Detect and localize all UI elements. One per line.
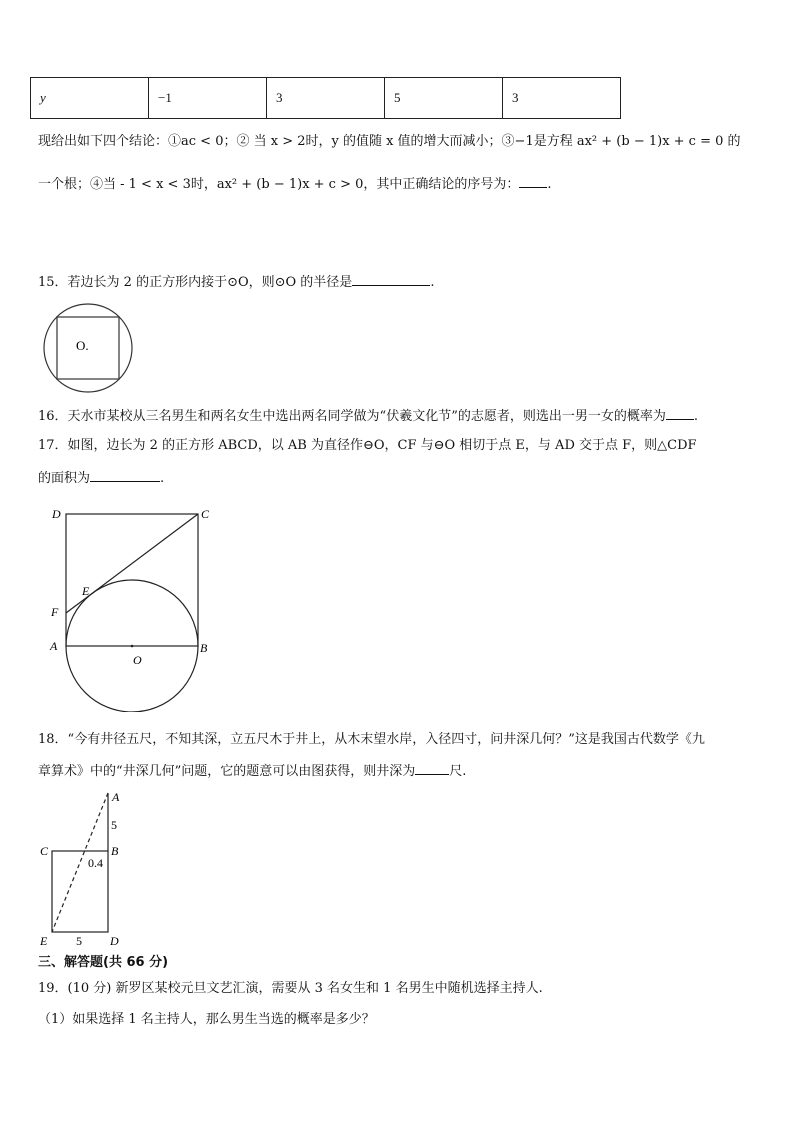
- q15-question: 15．若边长为 2 的正方形内接于⊙O，则⊙O 的半径是: [38, 275, 353, 290]
- q14-line1: 现给出如下四个结论：①ac < 0；② 当 x > 2时，y 的值随 x 值的增大而减小；③−1是方程 ax² + (b − 1)x + c = 0 的: [38, 134, 741, 149]
- q19-text: 19．(10 分) 新罗区某校元旦文艺汇演，需要从 3 名女生和 1 名男生中随机选择主持人.: [38, 981, 543, 996]
- q15-text: [38, 273, 434, 292]
- q15-end: .: [430, 275, 435, 290]
- center-point: [131, 645, 134, 648]
- q17-line1: 17．如图，边长为 2 的正方形 ABCD，以 AB 为直径作⊖O，CF 与⊖O 相切于点 E，与 AD 交于点 F，则△CDF: [38, 438, 697, 453]
- label-0-4: 0.4: [88, 856, 103, 870]
- label-c: C: [201, 507, 210, 521]
- table-cell: 3: [503, 78, 621, 119]
- label-c: C: [40, 844, 49, 858]
- value-table: [30, 77, 621, 119]
- section-title: 三、解答题(共 66 分): [38, 955, 169, 970]
- answer-blank: [666, 407, 694, 420]
- label-d: D: [110, 934, 119, 947]
- answer-blank: [519, 175, 547, 188]
- q19-sub1: （1）如果选择 1 名主持人，那么男生当选的概率是多少？: [38, 1012, 375, 1027]
- q15-figure: [40, 302, 136, 398]
- table-row: [31, 78, 621, 119]
- label-e: E: [82, 584, 90, 598]
- label-e: E: [40, 934, 48, 947]
- label-five-top: 5: [111, 818, 117, 832]
- table-cell: 3: [267, 78, 385, 119]
- q18-line2: [38, 762, 466, 781]
- label-o: O: [133, 653, 142, 667]
- label-a: A: [50, 639, 58, 653]
- answer-blank: [415, 762, 449, 775]
- q14-line2-text: 一个根；④当 - 1 < x < 3时，ax² + (b − 1)x + c > 0，其中正确结论的序号为：: [38, 177, 520, 192]
- q16-end: .: [693, 409, 698, 424]
- q17-end: .: [160, 471, 165, 486]
- q16-question: 16．天水市某校从三名男生和两名女生中选出两名同学做为“伏羲文化节”的志愿者，则选出一男一女的概率为: [38, 409, 666, 424]
- table-cell: −1: [149, 78, 267, 119]
- label-b: B: [200, 641, 208, 655]
- q14-line2-end: .: [547, 177, 552, 192]
- table-cell-y-label: y: [31, 78, 149, 119]
- q18-figure: [36, 787, 136, 947]
- center-label: O.: [76, 338, 89, 353]
- q14-line2: [38, 175, 552, 194]
- q17-line2-text: 的面积为: [38, 471, 91, 486]
- label-f: F: [51, 605, 59, 619]
- q17-line2: [38, 469, 164, 488]
- answer-blank: [90, 469, 160, 482]
- label-b: B: [111, 844, 119, 858]
- table-cell: 5: [385, 78, 503, 119]
- q16-text: [38, 407, 698, 426]
- q18-end: 尺.: [449, 764, 467, 779]
- label-a: A: [112, 790, 120, 804]
- label-five-bottom: 5: [76, 934, 82, 947]
- q17-figure: [44, 502, 224, 712]
- q18-line2-text: 章算术》中的“井深几何”问题，它的题意可以由图获得，则井深为: [38, 764, 416, 779]
- label-d: D: [52, 507, 61, 521]
- q18-line1: 18．“今有井径五尺，不知其深，立五尺木于井上，从木末望水岸，入径四寸，问井深几何？”这是我国古代数学《九: [38, 732, 705, 747]
- answer-blank: [352, 273, 430, 286]
